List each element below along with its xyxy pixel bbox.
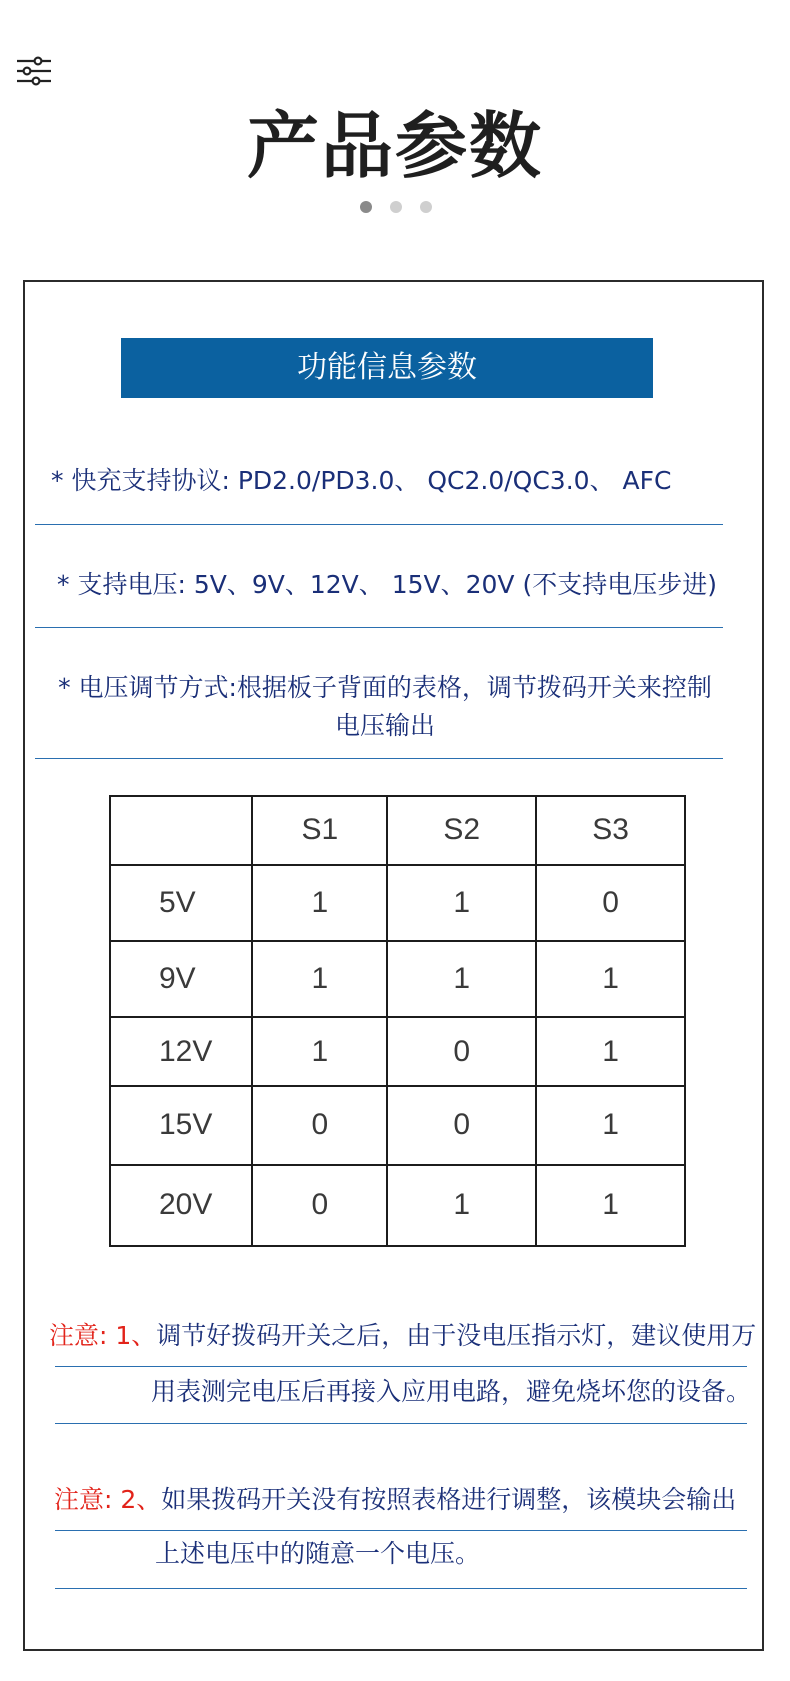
table-cell: 1 [536,941,685,1017]
table-header-row [110,796,685,865]
table-row [110,1017,685,1087]
table-row-label: 20V [110,1165,252,1246]
sliders-icon[interactable] [16,54,52,88]
divider [55,1366,747,1367]
divider [35,524,723,525]
table-row [110,865,685,941]
table-cell: 1 [387,865,536,941]
note-2-label: 注意: 2、 [54,1485,162,1514]
note-2 [54,1481,736,1519]
spec-adjust-line-1: * 电压调节方式:根据板子背面的表格，调节拨码开关来控制 [58,673,712,702]
table-row-label: 12V [110,1017,252,1087]
table-cell: 1 [387,941,536,1017]
table-row-label: 15V [110,1086,252,1164]
table-cell: 0 [387,1017,536,1087]
table-row [110,1165,685,1246]
note-1 [49,1317,756,1355]
table-row [110,1086,685,1164]
table-cell: 1 [252,941,387,1017]
table-cell: 1 [252,865,387,941]
spec-adjust-line-2: 电压输出 [334,711,435,740]
table-header-cell: S1 [252,796,387,865]
voltage-switch-table [109,795,686,1247]
carousel-dot-1[interactable] [360,201,372,213]
table-cell: 1 [387,1165,536,1246]
divider [55,1530,747,1531]
table-cell: 1 [536,1017,685,1087]
spec-adjust-method [35,669,735,745]
table-header-cell: S3 [536,796,685,865]
table-header-cell [110,796,252,865]
divider [35,627,723,628]
table-row-label: 5V [110,865,252,941]
table-cell: 0 [387,1086,536,1164]
table-cell: 1 [536,1165,685,1246]
spec-panel [23,280,764,1651]
spec-voltages: * 支持电压: 5V、9V、12V、 15V、20V (不支持电压步进) [57,570,717,599]
carousel-dot-3[interactable] [420,201,432,213]
note-1-line-1: 调节好拨码开关之后，由于没电压指示灯，建议使用万 [156,1321,757,1350]
carousel-indicator [360,201,432,213]
table-row [110,941,685,1017]
table-header-cell: S2 [387,796,536,865]
table-row-label: 9V [110,941,252,1017]
divider [55,1423,747,1424]
section-banner: 功能信息参数 [121,338,653,398]
page-title: 产品参数 [246,104,543,188]
note-2-line-2: 上述电压中的随意一个电压。 [155,1539,481,1568]
note-1-line-2: 用表测完电压后再接入应用电路，避免烧坏您的设备。 [151,1377,752,1406]
carousel-dot-2[interactable] [390,201,402,213]
table-cell: 0 [536,865,685,941]
table-cell: 1 [536,1086,685,1164]
note-1-label: 注意: 1、 [49,1321,157,1350]
table-cell: 0 [252,1165,387,1246]
table-cell: 1 [252,1017,387,1087]
divider [35,758,723,759]
table-cell: 0 [252,1086,387,1164]
divider [55,1588,747,1589]
note-2-line-1: 如果拨码开关没有按照表格进行调整，该模块会输出 [161,1485,737,1514]
spec-protocols: * 快充支持协议: PD2.0/PD3.0、 QC2.0/QC3.0、 AFC [51,466,672,495]
